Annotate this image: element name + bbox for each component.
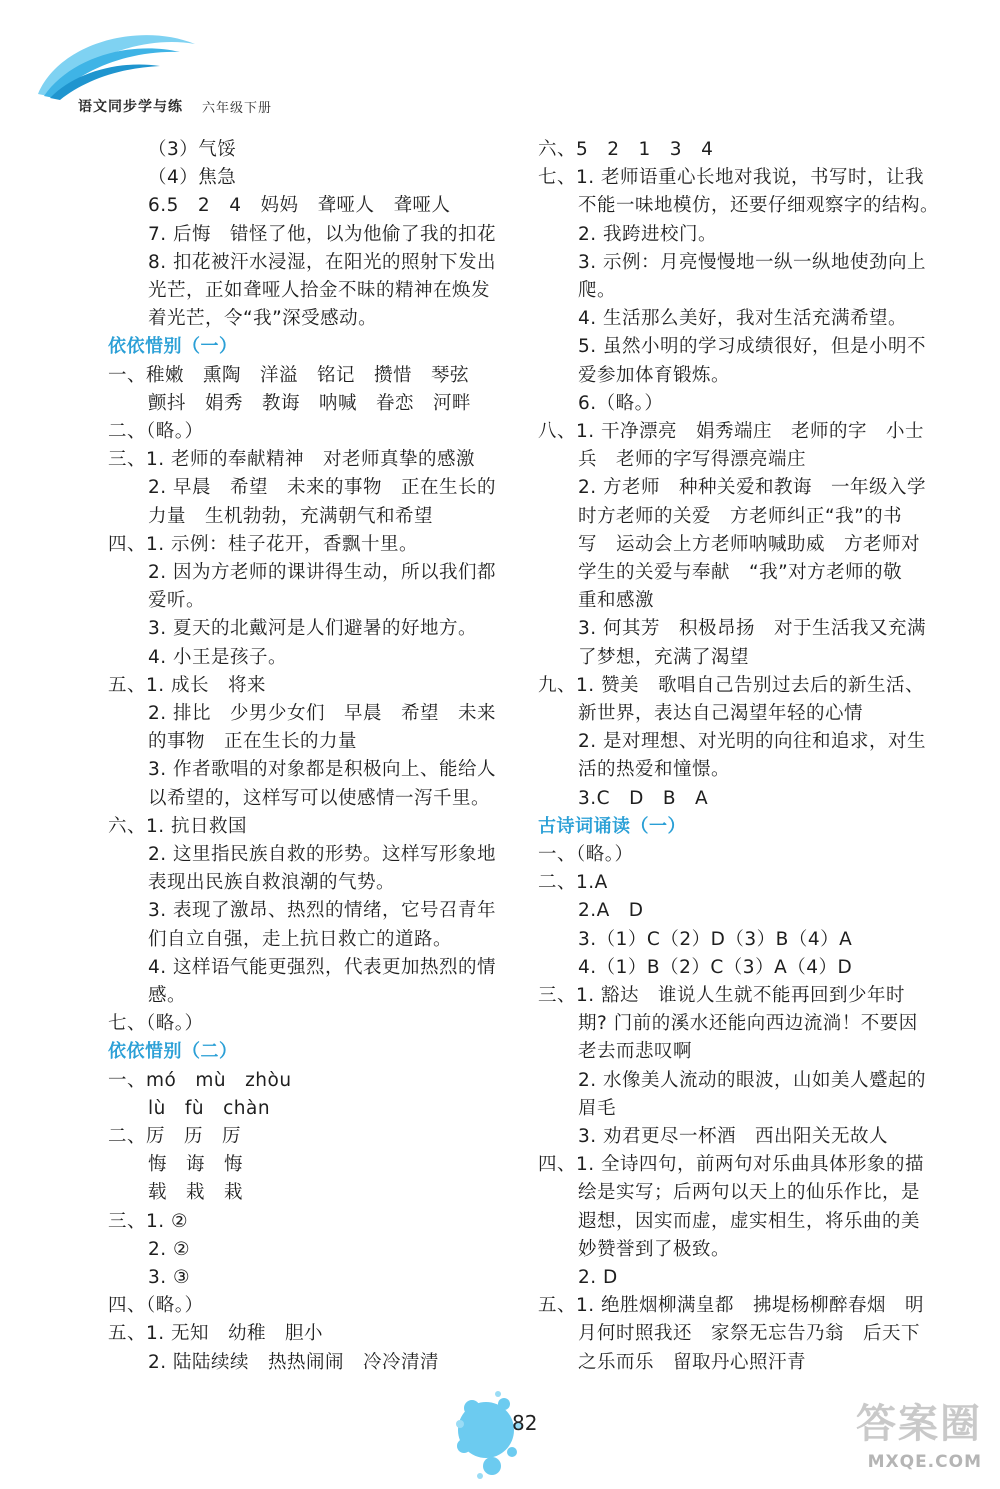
answer-line: 三、1. ② — [108, 1210, 189, 1232]
answer-line: 2. 因为方老师的课讲得生动，所以我们都 — [148, 562, 497, 583]
answer-line: 爱参加体育锻炼。 — [578, 364, 731, 386]
answer-line: 四、1. 全诗四句，前两句对乐曲具体形象的描 — [538, 1154, 925, 1176]
answer-line: （4）焦急 — [148, 167, 237, 189]
answer-line: 以希望的，这样写可以使感情一泻千里。 — [148, 787, 491, 809]
answer-line: 二、厉 历 厉 — [108, 1126, 242, 1147]
answer-line: 眉毛 — [578, 1097, 617, 1119]
answer-line: 力量 生机勃勃，充满朝气和希望 — [148, 505, 434, 527]
answer-line: 三、1. 豁达 谁说人生就不能再回到少年时 — [538, 985, 906, 1006]
answer-line: 五、1. 成长 将来 — [108, 674, 267, 696]
answer-line: 3. ③ — [148, 1267, 191, 1288]
answer-line: 悔 诲 悔 — [148, 1154, 244, 1176]
answer-line: 九、1. 赞美 歌唱自己告别过去后的新生活、 — [538, 674, 925, 696]
answer-line: 重和感激 — [578, 590, 655, 612]
answer-line: 载 栽 栽 — [148, 1182, 244, 1204]
answer-line: 不能一味地模仿，还要仔细观察字的结构。 — [578, 195, 940, 217]
answer-line: 二、1.A — [538, 872, 608, 894]
answer-line: 感。 — [148, 985, 187, 1006]
answer-line: 3. 劝君更尽一杯酒 西出阳关无故人 — [578, 1126, 889, 1147]
answer-line: 一、mó mù zhòu — [108, 1069, 292, 1091]
answer-line: 三、1. 老师的奉献精神 对老师真挚的感激 — [108, 449, 476, 471]
answer-line: 爬。 — [578, 280, 617, 301]
answer-line: 3. 表现了激昂、热烈的情绪，它号召青年 — [148, 900, 497, 922]
answer-line: 8. 扣花被汗水浸湿，在阳光的照射下发出 — [148, 251, 497, 273]
answer-line: 2. ② — [148, 1238, 191, 1260]
answer-line: 2.A D — [578, 900, 644, 922]
answer-line: 2. 陆陆续续 热热闹闹 冷冷清清 — [148, 1351, 440, 1373]
answer-line: 七、（略。） — [108, 1013, 204, 1035]
answer-line: 绘是实写；后两句以天上的仙乐作比，是 — [578, 1182, 921, 1204]
answer-line: 3.C D B A — [578, 787, 709, 809]
watermark — [790, 1392, 990, 1484]
answer-line: 2. 我跨进校门。 — [578, 223, 718, 245]
watermark-url: MXQE.COM — [867, 1452, 982, 1472]
answer-line: 月何时照我还 家祭无忘告乃翁 后天下 — [578, 1323, 921, 1345]
answer-line: 6.5 2 4 妈妈 聋哑人 聋哑人 — [148, 195, 451, 217]
answer-line: 时方老师的关爱 方老师纠正“我”的书 — [578, 505, 903, 527]
book-grade: 六年级下册 — [202, 101, 273, 116]
page-header — [30, 22, 330, 116]
answer-line: 四、（略。） — [108, 1295, 204, 1317]
answer-line: 遐想，因实而虚，虚实相生，将乐曲的美 — [578, 1210, 921, 1232]
section-heading: 依依惜别（二） — [108, 1041, 238, 1063]
answer-line: 2. D — [578, 1267, 618, 1288]
answer-line: 一、稚嫩 熏陶 洋溢 铭记 攒惜 琴弦 — [108, 364, 470, 386]
answer-line: 了梦想，充满了渴望 — [578, 646, 750, 668]
answer-line: 3. 何其芳 积极昂扬 对于生活我又充满 — [578, 618, 927, 640]
answer-line: 学生的关爱与奉献 “我”对方老师的敬 — [578, 562, 903, 583]
section-heading: 依依惜别（一） — [108, 336, 238, 358]
answer-line: 兵 老师的字写得漂亮端庄 — [578, 449, 807, 471]
answer-line: 写 运动会上方老师呐喊助威 方老师对 — [578, 533, 921, 555]
answer-line: 表现出民族自救浪潮的气势。 — [148, 872, 396, 894]
answer-line: 2. 排比 少男少女们 早晨 希望 未来 — [148, 703, 497, 724]
answer-line: 4. 这样语气能更强烈，代表更加热烈的情 — [148, 956, 497, 978]
answer-line: 的事物 正在生长的力量 — [148, 731, 358, 753]
answer-line: 2. 这里指民族自救的形势。这样写形象地 — [148, 844, 497, 865]
answer-line: 新世界，表达自己渴望年轻的心情 — [578, 703, 864, 724]
section-heading: 古诗词诵读（一） — [538, 815, 686, 837]
answer-line: 八、1. 干净漂亮 娟秀端庄 老师的字 小士 — [538, 421, 925, 442]
answer-line: 老去而悲叹啊 — [578, 1041, 693, 1063]
answer-line: 3. 作者歌唱的对象都是积极向上、能给人 — [148, 759, 497, 781]
answer-line: 活的热爱和憧憬。 — [578, 759, 731, 781]
watermark-logo: 答案圈 — [856, 1401, 982, 1447]
answer-line: 妙赞誉到了极致。 — [578, 1238, 731, 1260]
answer-line: 六、1. 抗日救国 — [108, 815, 248, 837]
answer-line: 五、1. 无知 幼稚 胆小 — [108, 1323, 324, 1345]
answer-line: 2. 方老师 种种关爱和教诲 一年级入学 — [578, 477, 927, 499]
answer-line: 六、5 2 1 3 4 — [538, 139, 714, 160]
page-number: 82 — [512, 1411, 538, 1435]
answer-line: 5. 虽然小明的学习成绩很好，但是小明不 — [578, 336, 927, 358]
answer-line: 光芒，正如聋哑人拾金不昧的精神在焕发 — [148, 280, 491, 301]
answer-line: 4.（1）B（2）C（3）A（4）D — [578, 956, 853, 978]
answer-line: 之乐而乐 留取丹心照汗青 — [578, 1351, 807, 1373]
answer-line: 四、1. 示例：桂子花开，香飘十里。 — [108, 533, 419, 555]
answer-line: 七、1. 老师语重心长地对我说，书写时，让我 — [538, 167, 925, 189]
answer-line: 3.（1）C（2）D（3）B（4）A — [578, 928, 853, 950]
answer-line: 着光芒，令“我”深受感动。 — [148, 308, 378, 330]
book-title: 语文同步学与练 — [78, 99, 183, 115]
answer-line: 7. 后悔 错怪了他，以为他偷了我的扣花 — [148, 223, 497, 245]
answer-line: lù fù chàn — [148, 1097, 271, 1119]
answer-line: 爱听。 — [148, 590, 206, 612]
answer-line: 们自立自强，走上抗日救亡的道路。 — [148, 928, 453, 950]
answer-line: 4. 生活那么美好，我对生活充满希望。 — [578, 308, 908, 330]
answer-line: 一、（略。） — [538, 844, 634, 865]
answer-line: 期? 门前的溪水还能向西边流淌！不要因 — [578, 1013, 918, 1035]
answer-line: 4. 小王是孩子。 — [148, 646, 288, 668]
answer-line: 颤抖 娟秀 教诲 呐喊 眷恋 河畔 — [148, 392, 472, 414]
answer-line: 五、1. 绝胜烟柳满皇都 拂堤杨柳醉春烟 明 — [538, 1295, 925, 1317]
answer-line: 2. 水像美人流动的眼波，山如美人蹙起的 — [578, 1069, 927, 1091]
answer-line: 2. 是对理想、对光明的向往和追求，对生 — [578, 731, 927, 753]
answer-line: 2. 早晨 希望 未来的事物 正在生长的 — [148, 477, 497, 499]
answer-line: 二、（略。） — [108, 421, 204, 442]
answer-line: （3）气馁 — [148, 139, 237, 160]
answer-line: 6.（略。） — [578, 392, 664, 414]
answer-line: 3. 夏天的北戴河是人们避暑的好地方。 — [148, 618, 478, 640]
answer-line: 3. 示例：月亮慢慢地一纵一纵地使劲向上 — [578, 251, 927, 273]
